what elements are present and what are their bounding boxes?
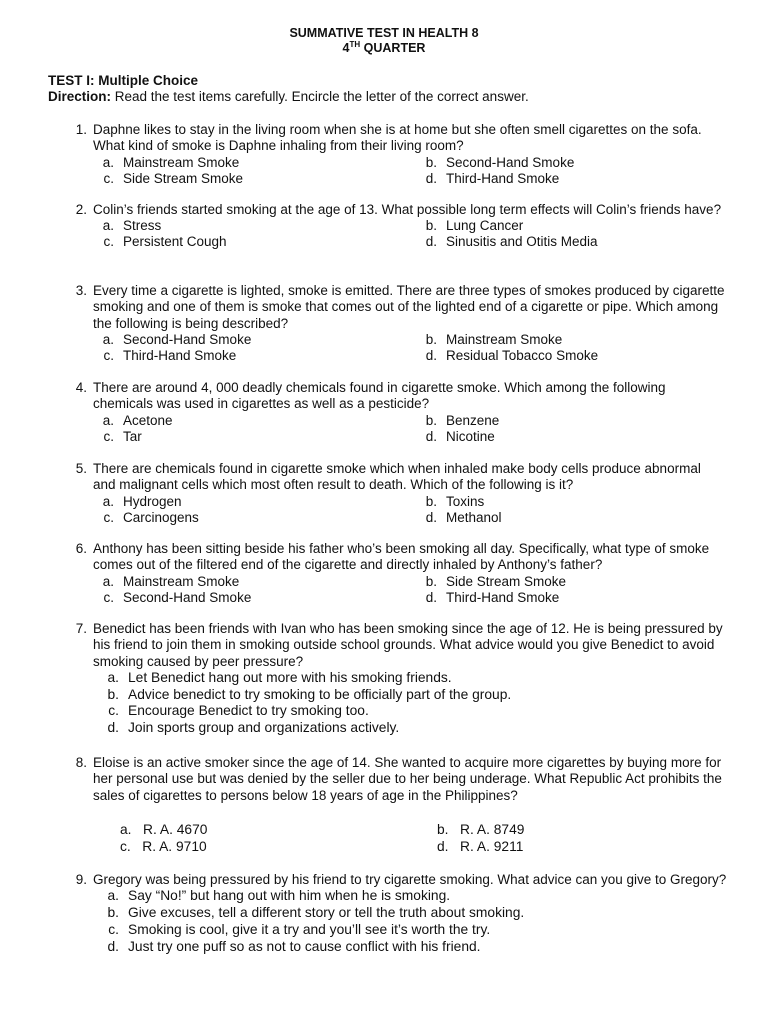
- option-a[interactable]: [93, 670, 727, 687]
- option-d[interactable]: [417, 348, 598, 364]
- option-letter: d.: [425, 589, 437, 605]
- option-letter: d.: [437, 839, 449, 854]
- option-a[interactable]: [93, 888, 727, 905]
- question-3: [67, 283, 727, 364]
- option-letter: d.: [425, 509, 437, 525]
- question-4: [67, 380, 727, 445]
- option-b[interactable]: [417, 574, 566, 590]
- option-letter: c.: [103, 589, 114, 605]
- option-c[interactable]: [94, 234, 227, 250]
- direction-label: Direction:: [48, 89, 112, 104]
- option-c[interactable]: [94, 510, 199, 526]
- direction-text: Read the test items carefully. Encircle the letter of the correct answer.: [111, 89, 529, 104]
- option-letter: b.: [425, 412, 437, 428]
- option-a[interactable]: [94, 494, 182, 510]
- option-letter: d.: [107, 938, 119, 954]
- option-letter: c.: [108, 921, 119, 937]
- option-text: Residual Tobacco Smoke: [446, 347, 599, 363]
- quarter-number: 4: [342, 41, 350, 55]
- option-b[interactable]: [417, 413, 499, 429]
- question-number: 7.: [75, 621, 87, 636]
- option-text: Second-Hand Smoke: [123, 589, 252, 605]
- option-text: Hydrogen: [123, 493, 182, 509]
- option-text: Let Benedict hang out more with his smoking friends.: [128, 669, 452, 685]
- question-number: 2.: [75, 202, 87, 217]
- option-text: Third-Hand Smoke: [446, 589, 560, 605]
- option-letter: d.: [425, 428, 437, 444]
- option-letter: a.: [102, 331, 114, 347]
- option-text: Side Stream Smoke: [123, 170, 244, 186]
- option-d[interactable]: [417, 429, 495, 445]
- option-text: Encourage Benedict to try smoking too.: [128, 703, 369, 719]
- option-c[interactable]: [94, 590, 251, 606]
- option-a[interactable]: [94, 218, 161, 234]
- option-text: Third-Hand Smoke: [123, 347, 237, 363]
- question-number: 8.: [75, 755, 87, 770]
- question-text: Gregory was being pressured by his friend to try cigarette smoking. What advice can you give to Gregory?: [93, 872, 727, 887]
- question-number: 4.: [75, 380, 87, 395]
- option-text: Sinusitis and Otitis Media: [446, 234, 598, 250]
- test-heading: TEST I: Multiple Choice: [48, 73, 199, 88]
- option-letter: a.: [107, 669, 119, 685]
- quarter-word: QUARTER: [363, 41, 426, 55]
- option-letter: b.: [425, 331, 437, 347]
- question-number: 6.: [75, 541, 87, 556]
- option-b[interactable]: [417, 218, 523, 234]
- question-text: Every time a cigarette is lighted, smoke is emitted. There are three types of smokes produced by cigarette smoking and one of them is smoke that comes out of the lighted end of a cigarette or pipe. Which among the following is being described?: [93, 283, 725, 331]
- option-text: Advice benedict to try smoking to be officially part of the group.: [128, 686, 512, 702]
- option-a[interactable]: [94, 155, 239, 171]
- option-letter: c.: [120, 839, 131, 854]
- option-letter: a.: [102, 412, 114, 428]
- option-a[interactable]: [94, 574, 239, 590]
- option-c[interactable]: [93, 703, 727, 720]
- option-text: Second-Hand Smoke: [446, 154, 575, 170]
- option-b[interactable]: [417, 332, 562, 348]
- page-title: SUMMATIVE TEST IN HEALTH 8: [289, 26, 479, 40]
- question-9: [67, 872, 727, 955]
- question-number: 1.: [75, 122, 87, 137]
- option-letter: b.: [107, 905, 119, 921]
- option-text: Tar: [123, 428, 142, 444]
- direction-line: [48, 89, 529, 105]
- option-text: Acetone: [123, 412, 173, 428]
- option-letter: a.: [102, 154, 114, 170]
- option-letter: c.: [103, 347, 114, 363]
- option-d[interactable]: [417, 590, 559, 606]
- option-d[interactable]: [417, 510, 502, 526]
- option-text: Second-Hand Smoke: [123, 331, 252, 347]
- question-text: Anthony has been sitting beside his father who’s been smoking all day. Specifically, what type of smoke comes out of the filtered end of the cigarette and directly inhaled by Anthony’s father?: [93, 541, 710, 573]
- option-text: Nicotine: [446, 428, 495, 444]
- quarter-title: [0, 41, 768, 55]
- question-text: Colin’s friends started smoking at the age of 13. What possible long term effects will Colin’s friends have?: [93, 202, 722, 217]
- option-c[interactable]: [93, 922, 727, 939]
- option-letter: b.: [437, 822, 449, 837]
- option-letter: b.: [425, 218, 437, 234]
- question-2: [67, 202, 727, 250]
- question-7: [67, 621, 727, 737]
- option-text: Smoking is cool, give it a try and you’ll see it’s worth the try.: [128, 921, 491, 937]
- option-text: Say “No!” but hang out with him when he is smoking.: [128, 888, 451, 904]
- option-letter: a.: [102, 218, 114, 234]
- question-number: 3.: [75, 283, 87, 298]
- option-d[interactable]: [417, 171, 559, 187]
- option-letter: c.: [103, 234, 114, 250]
- option-letter: d.: [425, 170, 437, 186]
- option-text: Give excuses, tell a different story or tell the truth about smoking.: [128, 905, 525, 921]
- option-letter: b.: [425, 573, 437, 589]
- option-text: Benzene: [446, 412, 500, 428]
- option-text: Side Stream Smoke: [446, 573, 567, 589]
- option-letter: b.: [425, 154, 437, 170]
- option-b[interactable]: [417, 494, 484, 510]
- option-text: Mainstream Smoke: [446, 331, 563, 347]
- option-letter: c.: [103, 170, 114, 186]
- question-1: [67, 122, 727, 187]
- option-letter: a.: [107, 888, 119, 904]
- q8-option-d[interactable]: [437, 839, 523, 855]
- option-letter: b.: [107, 686, 119, 702]
- option-c[interactable]: [94, 171, 243, 187]
- option-text: Toxins: [446, 493, 485, 509]
- option-a[interactable]: [94, 332, 251, 348]
- question-number: 5.: [75, 461, 87, 476]
- q8-option-b[interactable]: [437, 822, 524, 838]
- option-text: Stress: [123, 218, 162, 234]
- option-b[interactable]: [93, 687, 727, 704]
- option-letter: c.: [103, 509, 114, 525]
- question-6: [67, 541, 727, 606]
- option-text: Just try one puff so as not to cause conflict with his friend.: [128, 938, 481, 954]
- option-text: Persistent Cough: [123, 234, 227, 250]
- option-c[interactable]: [94, 429, 142, 445]
- option-text: Mainstream Smoke: [123, 573, 240, 589]
- option-text: R. A. 8749: [460, 822, 525, 837]
- q8-option-c[interactable]: [120, 839, 207, 855]
- question-text: Benedict has been friends with Ivan who has been smoking since the age of 12. He is being pressured by his friend to join them in smoking outside school grounds. What advice would you give Benedict to avoid smoking caused by peer pressure?: [93, 621, 723, 669]
- option-letter: c.: [103, 428, 114, 444]
- option-b[interactable]: [417, 155, 574, 171]
- option-text: Join sports group and organizations actively.: [128, 720, 400, 736]
- q8-option-a[interactable]: [120, 822, 207, 838]
- option-text: R. A. 4670: [143, 822, 208, 837]
- option-d[interactable]: [93, 939, 727, 956]
- question-number: 9.: [75, 872, 87, 887]
- option-b[interactable]: [93, 905, 727, 922]
- quarter-superscript: TH: [349, 40, 361, 49]
- question-text: Daphne likes to stay in the living room when she is at home but she often smell cigarettes on the sofa. What kind of smoke is Daphne inhaling from their living room?: [93, 122, 702, 154]
- option-letter: a.: [102, 573, 114, 589]
- option-letter: a.: [120, 822, 132, 837]
- option-letter: c.: [108, 703, 119, 719]
- option-letter: b.: [425, 493, 437, 509]
- option-c[interactable]: [94, 348, 236, 364]
- option-text: R. A. 9710: [142, 839, 207, 854]
- question-text: Eloise is an active smoker since the age of 14. She wanted to acquire more cigarettes by buying more for her personal use but was denied by the seller due to her being underage. What Republic Act prohibits the sales of cigarettes to persons below 18 years of age in the Philippines?: [93, 755, 722, 803]
- option-text: Carcinogens: [123, 509, 199, 525]
- option-letter: d.: [107, 720, 119, 736]
- option-letter: a.: [102, 493, 114, 509]
- question-text: There are chemicals found in cigarette smoke which when inhaled make body cells produce abnormal and malignant cells which most often result to death. Which of the following is it?: [93, 461, 701, 493]
- option-letter: d.: [425, 234, 437, 250]
- question-5: [67, 461, 727, 526]
- question-text: There are around 4, 000 deadly chemicals found in cigarette smoke. Which among the following chemicals was used in cigarettes as well as a pesticide?: [93, 380, 666, 412]
- option-a[interactable]: [94, 413, 173, 429]
- option-d[interactable]: [417, 234, 598, 250]
- option-d[interactable]: [93, 720, 727, 737]
- option-text: Lung Cancer: [446, 218, 524, 234]
- option-letter: d.: [425, 347, 437, 363]
- option-text: Methanol: [446, 509, 502, 525]
- option-text: Third-Hand Smoke: [446, 170, 560, 186]
- option-text: R. A. 9211: [460, 839, 524, 854]
- option-text: Mainstream Smoke: [123, 154, 240, 170]
- question-8: [67, 755, 727, 804]
